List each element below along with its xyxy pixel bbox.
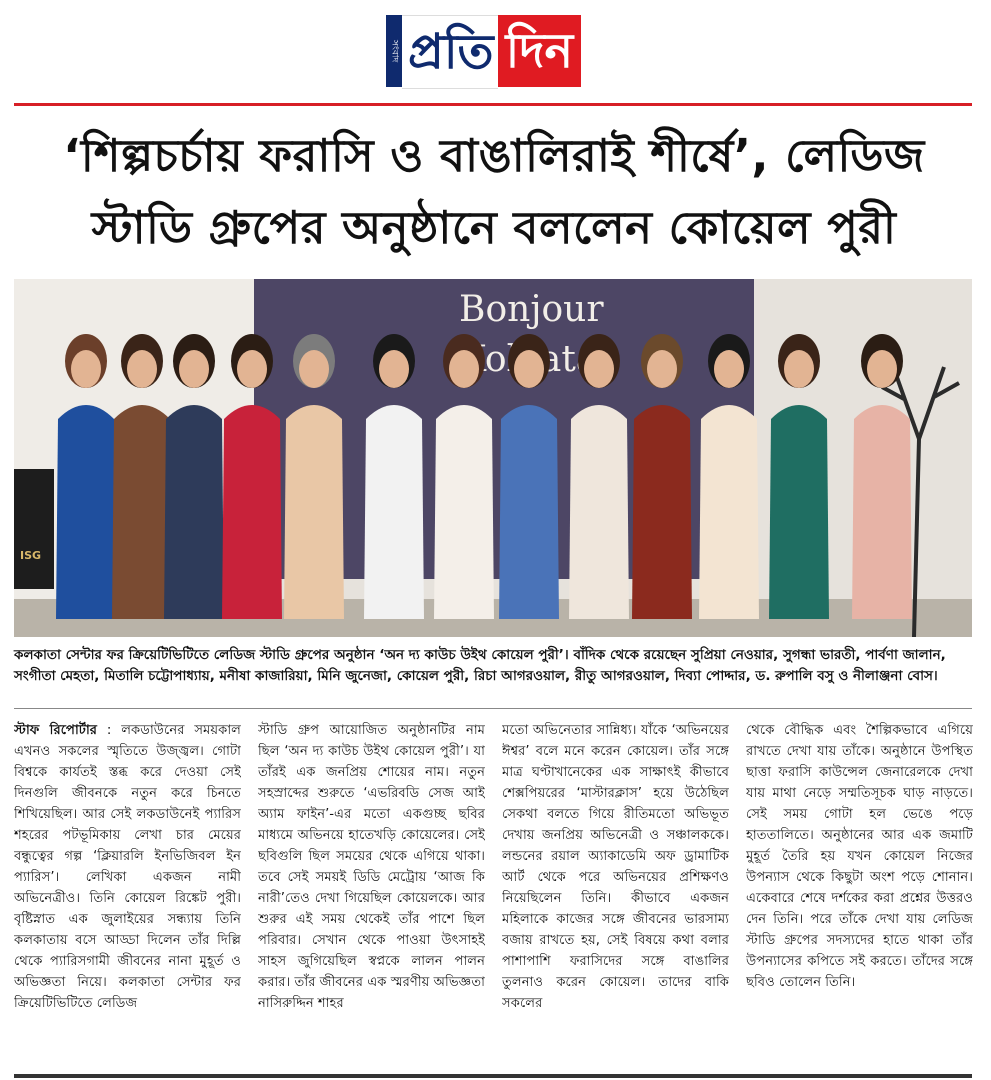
article-column-1 bbox=[14, 720, 241, 1060]
banner-text-1: Bonjour bbox=[459, 289, 604, 330]
byline: স্টাফ রিপোর্টার bbox=[14, 723, 98, 738]
logo-tag: সংবাদ bbox=[386, 15, 402, 87]
caption-divider bbox=[14, 708, 972, 709]
article-body bbox=[14, 720, 974, 1060]
article-column-3: মতো অভিনেতার সান্নিধ্য। যাঁকে ‘অভিনয়ের ঈশ্বর’ বলে মনে করেন কোয়েল। তাঁর সঙ্গে মাত্র ঘণ্টাখানেকের এক সাক্ষাৎই কীভাবে শেক্সপিয়রের ‘মাস্টারক্লাস’ হয়ে উঠেছিল সেকথা বলতে গিয়ে রীতিমতো অভিভূত দেখায় জনপ্রিয় অভিনেত্রী ও সঞ্চালককে। লন্ডনের রয়াল অ্যাকাডেমি অফ ড্রামাটিক আর্ট থেকে পরে অভিনয়ের প্রশিক্ষণও নিয়েছিলেন তিনি। কীভাবে একজন মহিলাকে কাজের সঙ্গে জীবনের ভারসাম্য বজায় রাখতে হয়, সেই বিষয়ে কথা বলার পাশাপাশি ফরাসিদের সঙ্গে বাঙালির তুলনাও করেন কোয়েল। তাদের বাকি সকলের bbox=[502, 723, 729, 1011]
logo-text-part2: দিন bbox=[498, 15, 582, 87]
article-column-2: স্টাডি গ্রুপ আয়োজিত অনুষ্ঠানটির নাম ছিল ‘অন দ্য কাউচ উইথ কোয়েল পুরী’। যা তাঁরই এক জনপ্রিয় শোয়ের নাম। নতুন সহস্রাব্দের শুরুতে ‘এভরিবডি সেজ আই অ্যাম ফাইন’-এর মতো একগুচ্ছ ছবির মাধ্যমে অভিনয়ে হাতেখড়ি কোয়েলের। সেই ছবিগুলি ছিল সময়ের থেকে এগিয়ে থাকা। তবে সেই সময়ই ডিডি মেট্রোয় ‘আজ কি নারী’তেও দেখা গিয়েছিল কোয়েলকে। আর শুরুর এই সময় থেকেই তাঁর পাশে ছিল পরিবার। সেখান থেকে পাওয়া উৎসাহই সাহস জুগিয়েছিল স্বপ্নকে লালন পালন করার। তাঁর জীবনের এক স্মরণীয় অভিজ্ঞতা নাসিরুদ্দিন শাহর bbox=[258, 723, 485, 1011]
group-photo-illustration bbox=[14, 279, 972, 637]
masthead-divider bbox=[14, 103, 972, 106]
stage-logo: ISG bbox=[20, 549, 42, 562]
article-column-4: থেকে বৌদ্ধিক এবং শৈল্পিকভাবে এগিয়ে রাখতে দেখা যায় তাঁকে। অনুষ্ঠানে উপস্থিত ছাত্তা ফরাসি কাউন্সেল জেনারেলকে দেখা যায় মাথা নেড়ে সম্মতিসূচক ঘাড় নাড়তে। সেই সময় গোটা হল ভেঙে পড়ে হাততালিতে। অনুষ্ঠানের আর এক জমাটি মুহূর্ত তৈরি হয় যখন কোয়েল নিজের উপন্যাস থেকে কিছুটা অংশ পড়ে শোনান। একেবারে শেষে দর্শকের করা প্রশ্নের উত্তরও দেন তিনি। পরে তাঁকে দেখা যায় লেডিজ স্টাডি গ্রুপের সদস্যদের হাতে থাকা তাঁর উপন্যাসের কপিতে সই করতে। তাঁদের সঙ্গে ছবিও তোলেন তিনি। bbox=[746, 723, 973, 990]
event-photo bbox=[14, 279, 972, 637]
masthead bbox=[0, 0, 991, 100]
newspaper-logo[interactable] bbox=[386, 15, 581, 87]
article-column-1-text: : লকডাউনের সময়কাল এখনও সকলের স্মৃতিতে উজ্জ্বল। গোটা বিশ্বকে কার্যতই স্তব্ধ করে দেওয়া সেই দিনগুলি জীবনকে নতুন করে চিনতে শিখিয়েছিল। আর সেই লকডাউনেই প্যারিস শহরের পটভূমিকায় লেখা চার মেয়ের বন্ধুত্বের গল্প ‘ক্লিয়ারলি ইনভিজিবল ইন প্যারিস’। লেখিকা একজন নামী অভিনেত্রীও। তিনি কোয়েল রিঙ্কেট পুরী। বৃষ্টিস্নাত এক জুলাইয়ের সন্ধ্যায় তিনি কলকাতায় বসে আড্ডা দিলেন তাঁর দিল্লি থেকে প্যারিসগামী জীবনের নানা মুহূর্ত ও অভিজ্ঞতা নিয়ে। কলকাতা সেন্টার ফর ক্রিয়েটিভিটিতে লেডিজ bbox=[14, 723, 241, 1011]
headline-line-1: ‘শিল্পচর্চায় ফরাসি ও বাঙালিরাই শীর্ষে’, লেডিজ bbox=[63, 129, 925, 182]
photo-caption: কলকাতা সেন্টার ফর ক্রিয়েটিভিটিতে লেডিজ স্টাডি গ্রুপের অনুষ্ঠান ‘অন দ্য কাউচ উইথ কোয়েল পুরী’। বাঁদিক থেকে রয়েছেন সুপ্রিয়া নেওয়ার, সুগন্ধা ভারতী, পার্বণা জালান, সংগীতা মেহতা, মিতালি চট্টোপাধ্যায়, মনীষা কাজারিয়া, মিনি জুনেজা, কোয়েল পুরী, রিচা আগরওয়াল, রীতু আগরওয়াল, দিব্যা পোদ্দার, ড. রুপালি বসু ও নীলাঞ্জনা বোস। bbox=[14, 647, 946, 684]
headline bbox=[14, 120, 974, 264]
page-bottom-rule bbox=[14, 1074, 972, 1078]
headline-line-2: স্টাডি গ্রুপের অনুষ্ঠানে বললেন কোয়েল পুরী bbox=[91, 201, 897, 254]
logo-text-part1: প্রতি bbox=[402, 15, 498, 89]
